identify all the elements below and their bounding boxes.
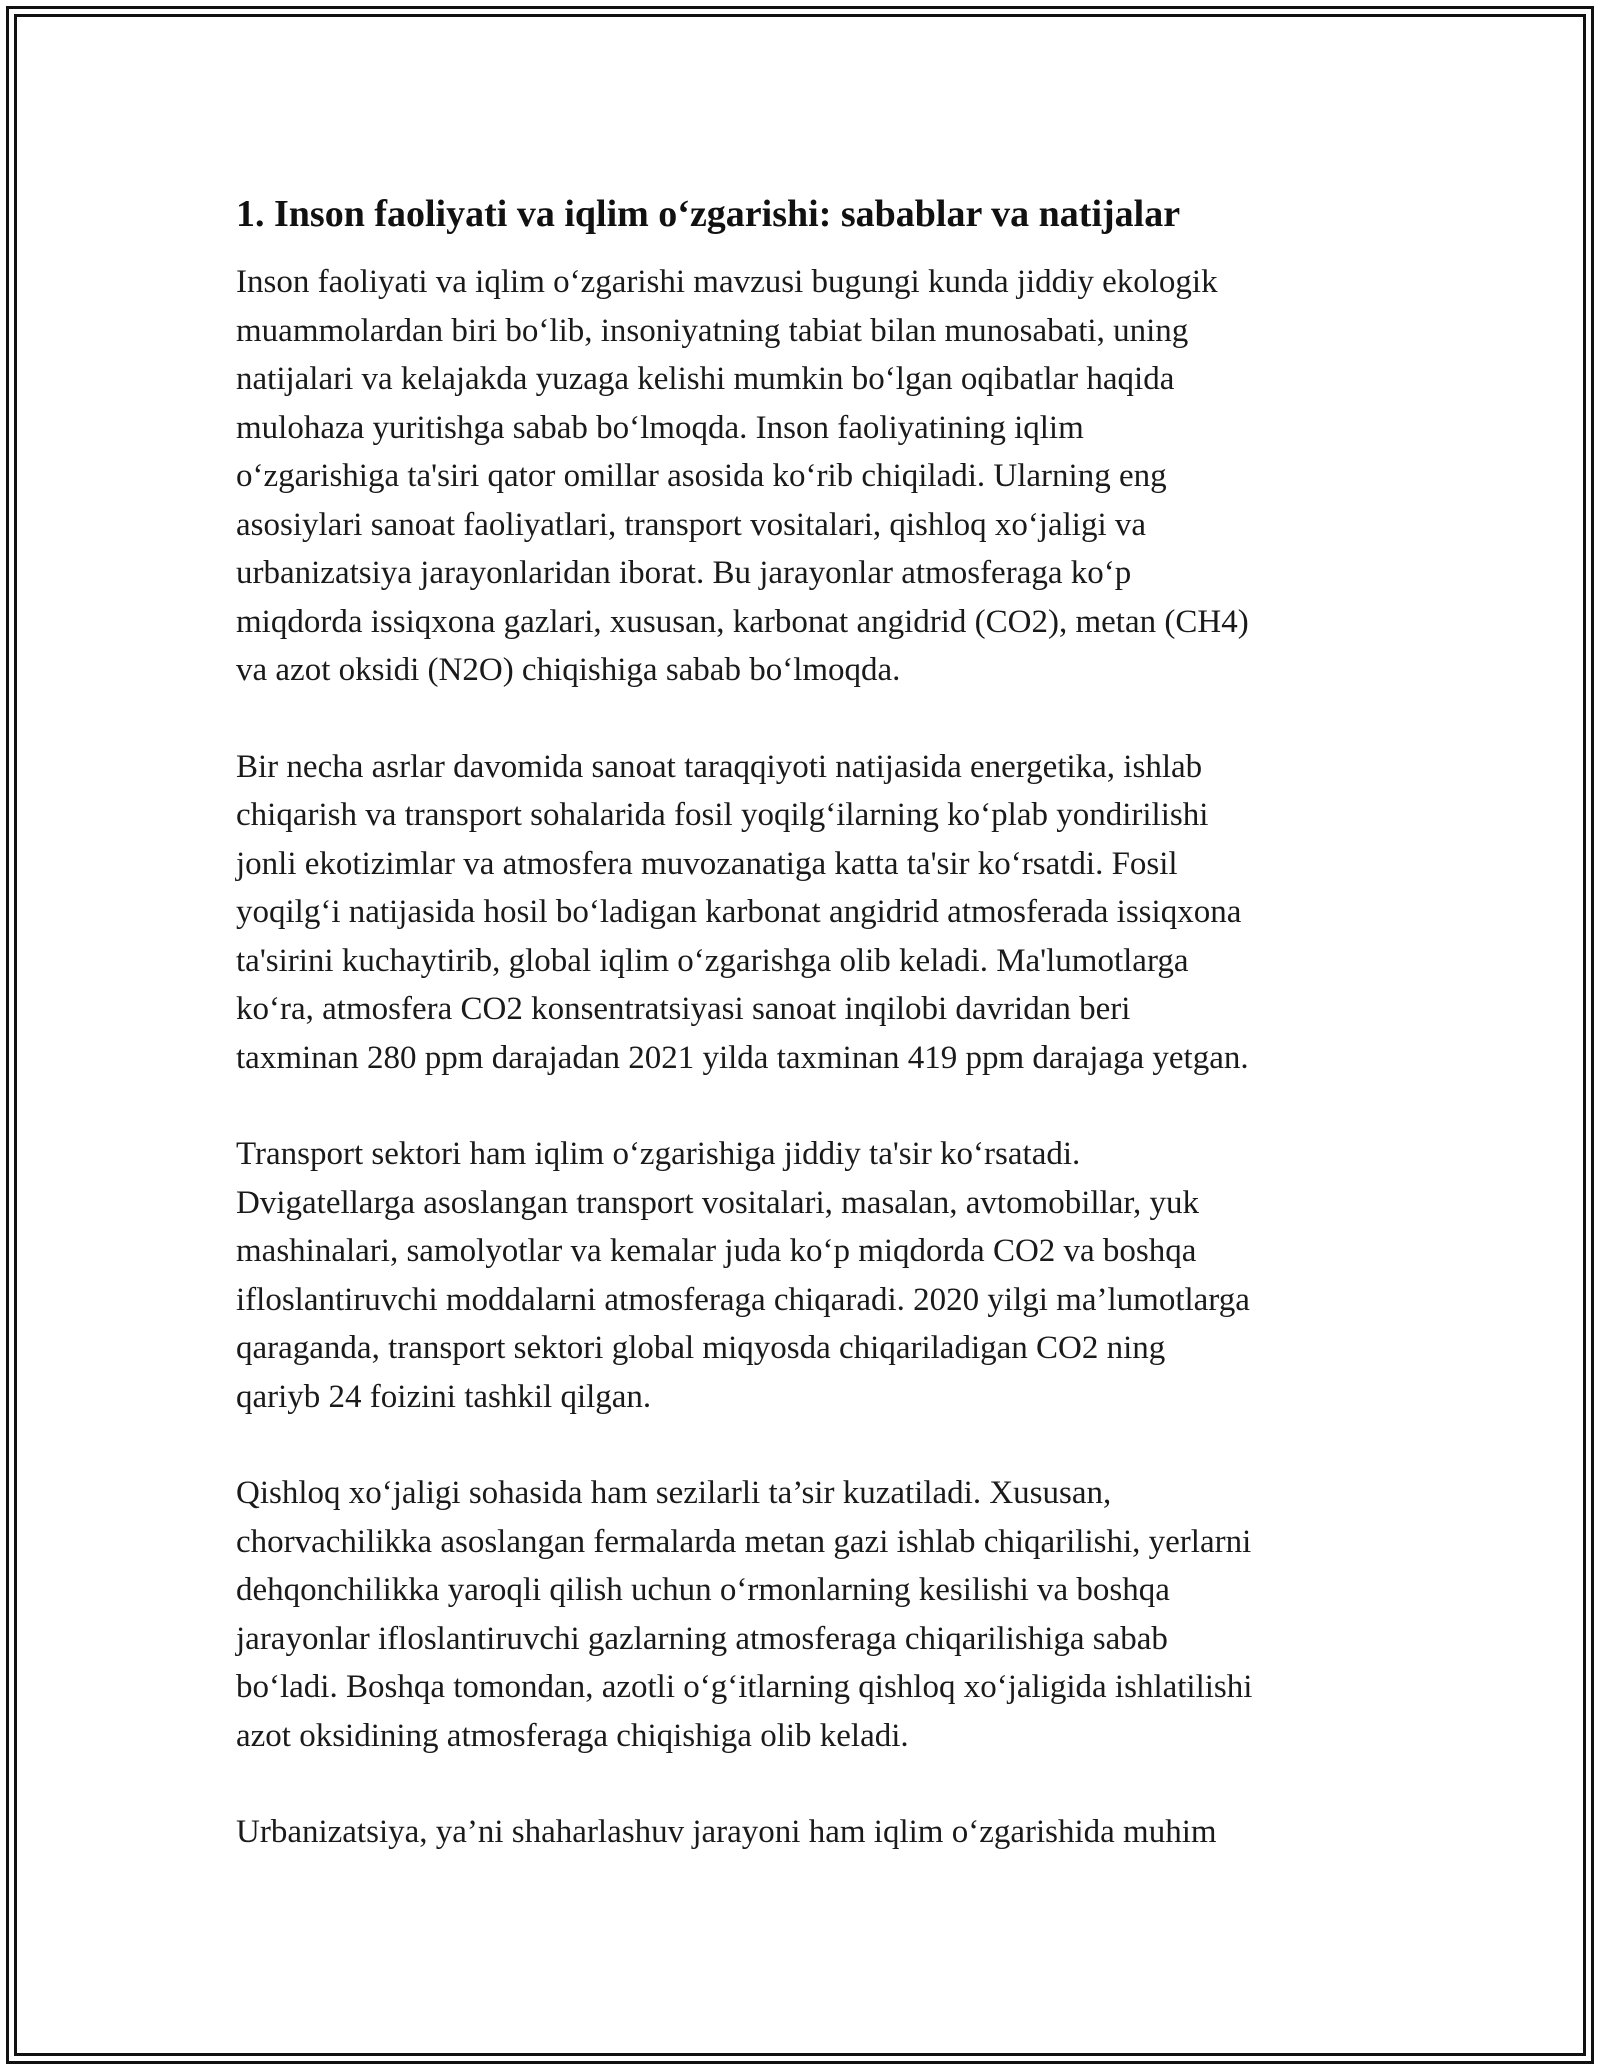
paragraph-intro: Inson faoliyati va iqlim o‘zgarishi mavzusi bugungi kunda jiddiy ekologik muammolardan biri bo‘lib, insoniyatning tabiat bilan munosabati, uning natijalari va kelajakda yuzaga kelishi mumkin bo‘lgan oqibatlar haqida mulohaza yuritishga sabab bo‘lmoqda. Inson faoliyatining iqlim o‘zgarishiga ta'siri qator omillar asosida ko‘rib chiqiladi. Ularning eng asosiylari sanoat faoliyatlari, transport vositalari, qishloq xo‘jaligi va urbanizatsiya jarayonlaridan iborat. Bu jarayonlar atmosferaga ko‘p miqdorda issiqxona gazlari, xususan, karbonat angidrid (CO2), metan (CH4) va azot oksidi (N2O) chiqishiga sabab bo‘lmoqda.: [236, 264, 1249, 688]
paragraph-agriculture: Qishloq xo‘jaligi sohasida ham sezilarli ta’sir kuzatiladi. Xususan, chorvachilikka asoslangan fermalarda metan gazi ishlab chiqarilishi, yerlarni dehqonchilikka yaroqli qilish uchun o‘rmonlarning kesilishi va boshqa jarayonlar ifloslantiruvchi gazlarning atmosferaga chiqarilishiga sabab bo‘ladi. Boshqa tomondan, azotli o‘g‘itlarning qishloq xo‘jaligida ishlatilishi azot oksidining atmosferaga chiqishiga olib keladi.: [236, 1475, 1253, 1754]
paragraph-industry: Bir necha asrlar davomida sanoat taraqqiyoti natijasida energetika, ishlab chiqarish va transport sohalarida fosil yoqilg‘ilarning ko‘plab yondirilishi jonli ekotizimlar va atmosfera muvozanatiga katta ta'sir ko‘rsatdi. Fosil yoqilg‘i natijasida hosil bo‘ladigan karbonat angidrid atmosferada issiqxona ta'sirini kuchaytirib, global iqlim o‘zgarishga olib keladi. Ma'lumotlarga ko‘ra, atmosfera CO2 konsentratsiyasi sanoat inqilobi davridan beri taxminan 280 ppm darajadan 2021 yilda taxminan 419 ppm darajaga yetgan.: [236, 748, 1249, 1076]
section-heading: 1. Inson faoliyati va iqlim o‘zgarishi: sabablar va natijalar: [236, 193, 1181, 235]
paragraph-urbanization: Urbanizatsiya, ya’ni shaharlashuv jarayoni ham iqlim o‘zgarishida muhim: [236, 1814, 1217, 1850]
paragraph-transport: Transport sektori ham iqlim o‘zgarishiga jiddiy ta'sir ko‘rsatadi. Dvigatellarga asoslangan transport vositalari, masalan, avtomobillar, yuk mashinalari, samolyotlar va kemalar juda ko‘p miqdorda CO2 va boshqa ifloslantiruvchi moddalarni atmosferaga chiqaradi. 2020 yilgi ma’lumotlarga qaraganda, transport sektori global miqyosda chiqariladigan CO2 ning qariyb 24 foizini tashkil qilgan.: [236, 1136, 1250, 1415]
document-body: [236, 188, 1376, 1905]
